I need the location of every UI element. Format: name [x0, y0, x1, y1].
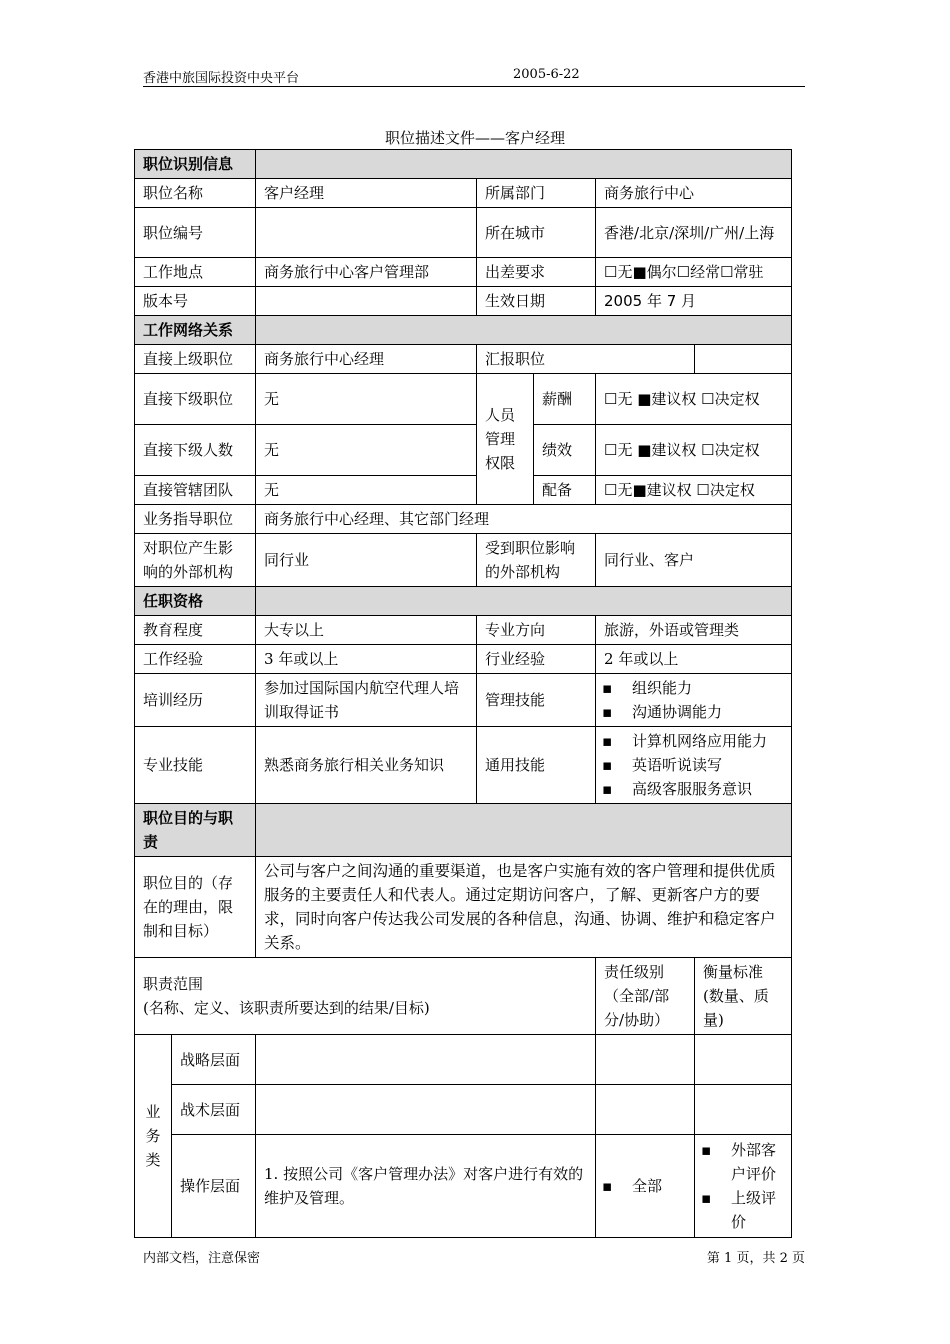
purpose-text: 公司与客户之间沟通的重要渠道，也是客户实施有效的客户管理和提供优质服务的主要责任人和代表人。通过定期访问客户，了解、更新客户方的要求，同时向客户传达我公司发展的各种信息，沟通、协调、维护和稳定客户关系。 — [256, 857, 792, 958]
direct-superior-value: 商务旅行中心经理 — [256, 345, 477, 374]
edu-label: 教育程度 — [135, 616, 256, 645]
edu-value: 大专以上 — [256, 616, 477, 645]
staff-value: ☐无■建议权 ☐决定权 — [596, 476, 792, 505]
section-network-heading: 工作网络关系 — [135, 316, 256, 345]
salary-value: ☐无 ■建议权 ☐决定权 — [596, 374, 792, 425]
pro-skills-label: 专业技能 — [135, 727, 256, 804]
section-heading-fill — [256, 150, 792, 179]
ext-affected-label: 受到职位影响的外部机构 — [477, 534, 596, 587]
strategic-resp — [596, 1035, 695, 1085]
tactical-content — [256, 1085, 596, 1135]
purpose-label: 职位目的（存在的理由，限制和目标） — [135, 857, 256, 958]
direct-superior-label: 直接上级职位 — [135, 345, 256, 374]
tactical-measure — [695, 1085, 792, 1135]
staff-label: 配备 — [534, 476, 596, 505]
training-label: 培训经历 — [135, 674, 256, 727]
major-label: 专业方向 — [477, 616, 596, 645]
training-value: 参加过国际国内航空代理人培训取得证书 — [256, 674, 477, 727]
exp-value: 3 年或以上 — [256, 645, 477, 674]
location-value: 商务旅行中心客户管理部 — [256, 258, 477, 287]
salary-label: 薪酬 — [534, 374, 596, 425]
location-label: 工作地点 — [135, 258, 256, 287]
list-item: ▪ 全部 — [604, 1174, 686, 1198]
hr-authority-label: 人员管理权限 — [477, 374, 534, 505]
level-header: 责任级别（全部/部分/协助） — [596, 958, 695, 1035]
list-item: ▪ 高级客服服务意识 — [604, 777, 783, 801]
report-label: 汇报职位 — [477, 345, 695, 374]
sub-count-label: 直接下级人数 — [135, 425, 256, 476]
perf-value: ☐无 ■建议权 ☐决定权 — [596, 425, 792, 476]
city-label: 所在城市 — [477, 208, 596, 258]
direct-sub-value: 无 — [256, 374, 477, 425]
effective-label: 生效日期 — [477, 287, 596, 316]
job-description-table — [134, 149, 792, 1238]
mgmt-skills-list — [596, 674, 792, 727]
list-item: ▪ 上级评价 — [703, 1186, 783, 1234]
version-value — [256, 287, 477, 316]
team-label: 直接管辖团队 — [135, 476, 256, 505]
scope-header — [135, 958, 596, 1035]
list-item: ▪ 英语听说读写 — [604, 753, 783, 777]
section-identification-heading: 职位识别信息 — [135, 150, 256, 179]
measure-header: 衡量标准(数量、质量) — [695, 958, 792, 1035]
list-item: ▪ 计算机网络应用能力 — [604, 729, 783, 753]
strategic-content — [256, 1035, 596, 1085]
perf-label: 绩效 — [534, 425, 596, 476]
report-value — [695, 345, 792, 374]
city-value: 香港/北京/深圳/广州/上海 — [596, 208, 792, 258]
scope-sub: (名称、定义、该职责所要达到的结果/目标) — [143, 999, 430, 1017]
job-name-label: 职位名称 — [135, 179, 256, 208]
document-title: 职位描述文件——客户经理 — [384, 129, 565, 147]
pro-skills-value: 熟悉商务旅行相关业务知识 — [256, 727, 477, 804]
team-value: 无 — [256, 476, 477, 505]
major-value: 旅游，外语或管理类 — [596, 616, 792, 645]
tactical-level: 战术层面 — [172, 1085, 256, 1135]
dept-label: 所属部门 — [477, 179, 596, 208]
general-skills-label: 通用技能 — [477, 727, 596, 804]
effective-value: 2005 年 7 月 — [596, 287, 792, 316]
travel-label: 出差要求 — [477, 258, 596, 287]
sub-count-value: 无 — [256, 425, 477, 476]
list-item: ▪ 外部客户评价 — [703, 1138, 783, 1186]
general-skills-list — [596, 727, 792, 804]
header-org: 香港中旅国际投资中央平台 — [143, 71, 300, 86]
ext-affected-value: 同行业、客户 — [596, 534, 792, 587]
business-category: 业务类 — [135, 1035, 172, 1238]
tactical-resp — [596, 1085, 695, 1135]
section-heading-fill — [256, 804, 792, 857]
footer-page-number: 第 1 页，共 2 页 — [706, 1251, 805, 1266]
ext-affect-label: 对职位产生影响的外部机构 — [135, 534, 256, 587]
dept-value: 商务旅行中心 — [596, 179, 792, 208]
job-name-value: 客户经理 — [256, 179, 477, 208]
direct-sub-label: 直接下级职位 — [135, 374, 256, 425]
mgmt-skills-label: 管理技能 — [477, 674, 596, 727]
operational-content: 1. 按照公司《客户管理办法》对客户进行有效的维护及管理。 — [256, 1135, 596, 1238]
list-item: ▪ 组织能力 — [604, 676, 783, 700]
header-date: 2005-6-22 — [513, 67, 580, 82]
operational-resp — [596, 1135, 695, 1238]
section-purpose-heading: 职位目的与职责 — [135, 804, 256, 857]
ind-exp-label: 行业经验 — [477, 645, 596, 674]
page-header — [143, 66, 805, 87]
job-no-label: 职位编号 — [135, 208, 256, 258]
job-no-value — [256, 208, 477, 258]
section-heading-fill — [256, 316, 792, 345]
travel-value: ☐无■偶尔☐经常☐常驻 — [596, 258, 792, 287]
guide-label: 业务指导职位 — [135, 505, 256, 534]
list-item: ▪ 沟通协调能力 — [604, 700, 783, 724]
scope-label: 职责范围 — [143, 975, 204, 993]
strategic-measure — [695, 1035, 792, 1085]
strategic-level: 战略层面 — [172, 1035, 256, 1085]
footer-confidential: 内部文档，注意保密 — [143, 1251, 261, 1266]
version-label: 版本号 — [135, 287, 256, 316]
operational-measure — [695, 1135, 792, 1238]
section-heading-fill — [256, 587, 792, 616]
ind-exp-value: 2 年或以上 — [596, 645, 792, 674]
operational-level: 操作层面 — [172, 1135, 256, 1238]
section-qualification-heading: 任职资格 — [135, 587, 256, 616]
exp-label: 工作经验 — [135, 645, 256, 674]
ext-affect-value: 同行业 — [256, 534, 477, 587]
guide-value: 商务旅行中心经理、其它部门经理 — [256, 505, 792, 534]
